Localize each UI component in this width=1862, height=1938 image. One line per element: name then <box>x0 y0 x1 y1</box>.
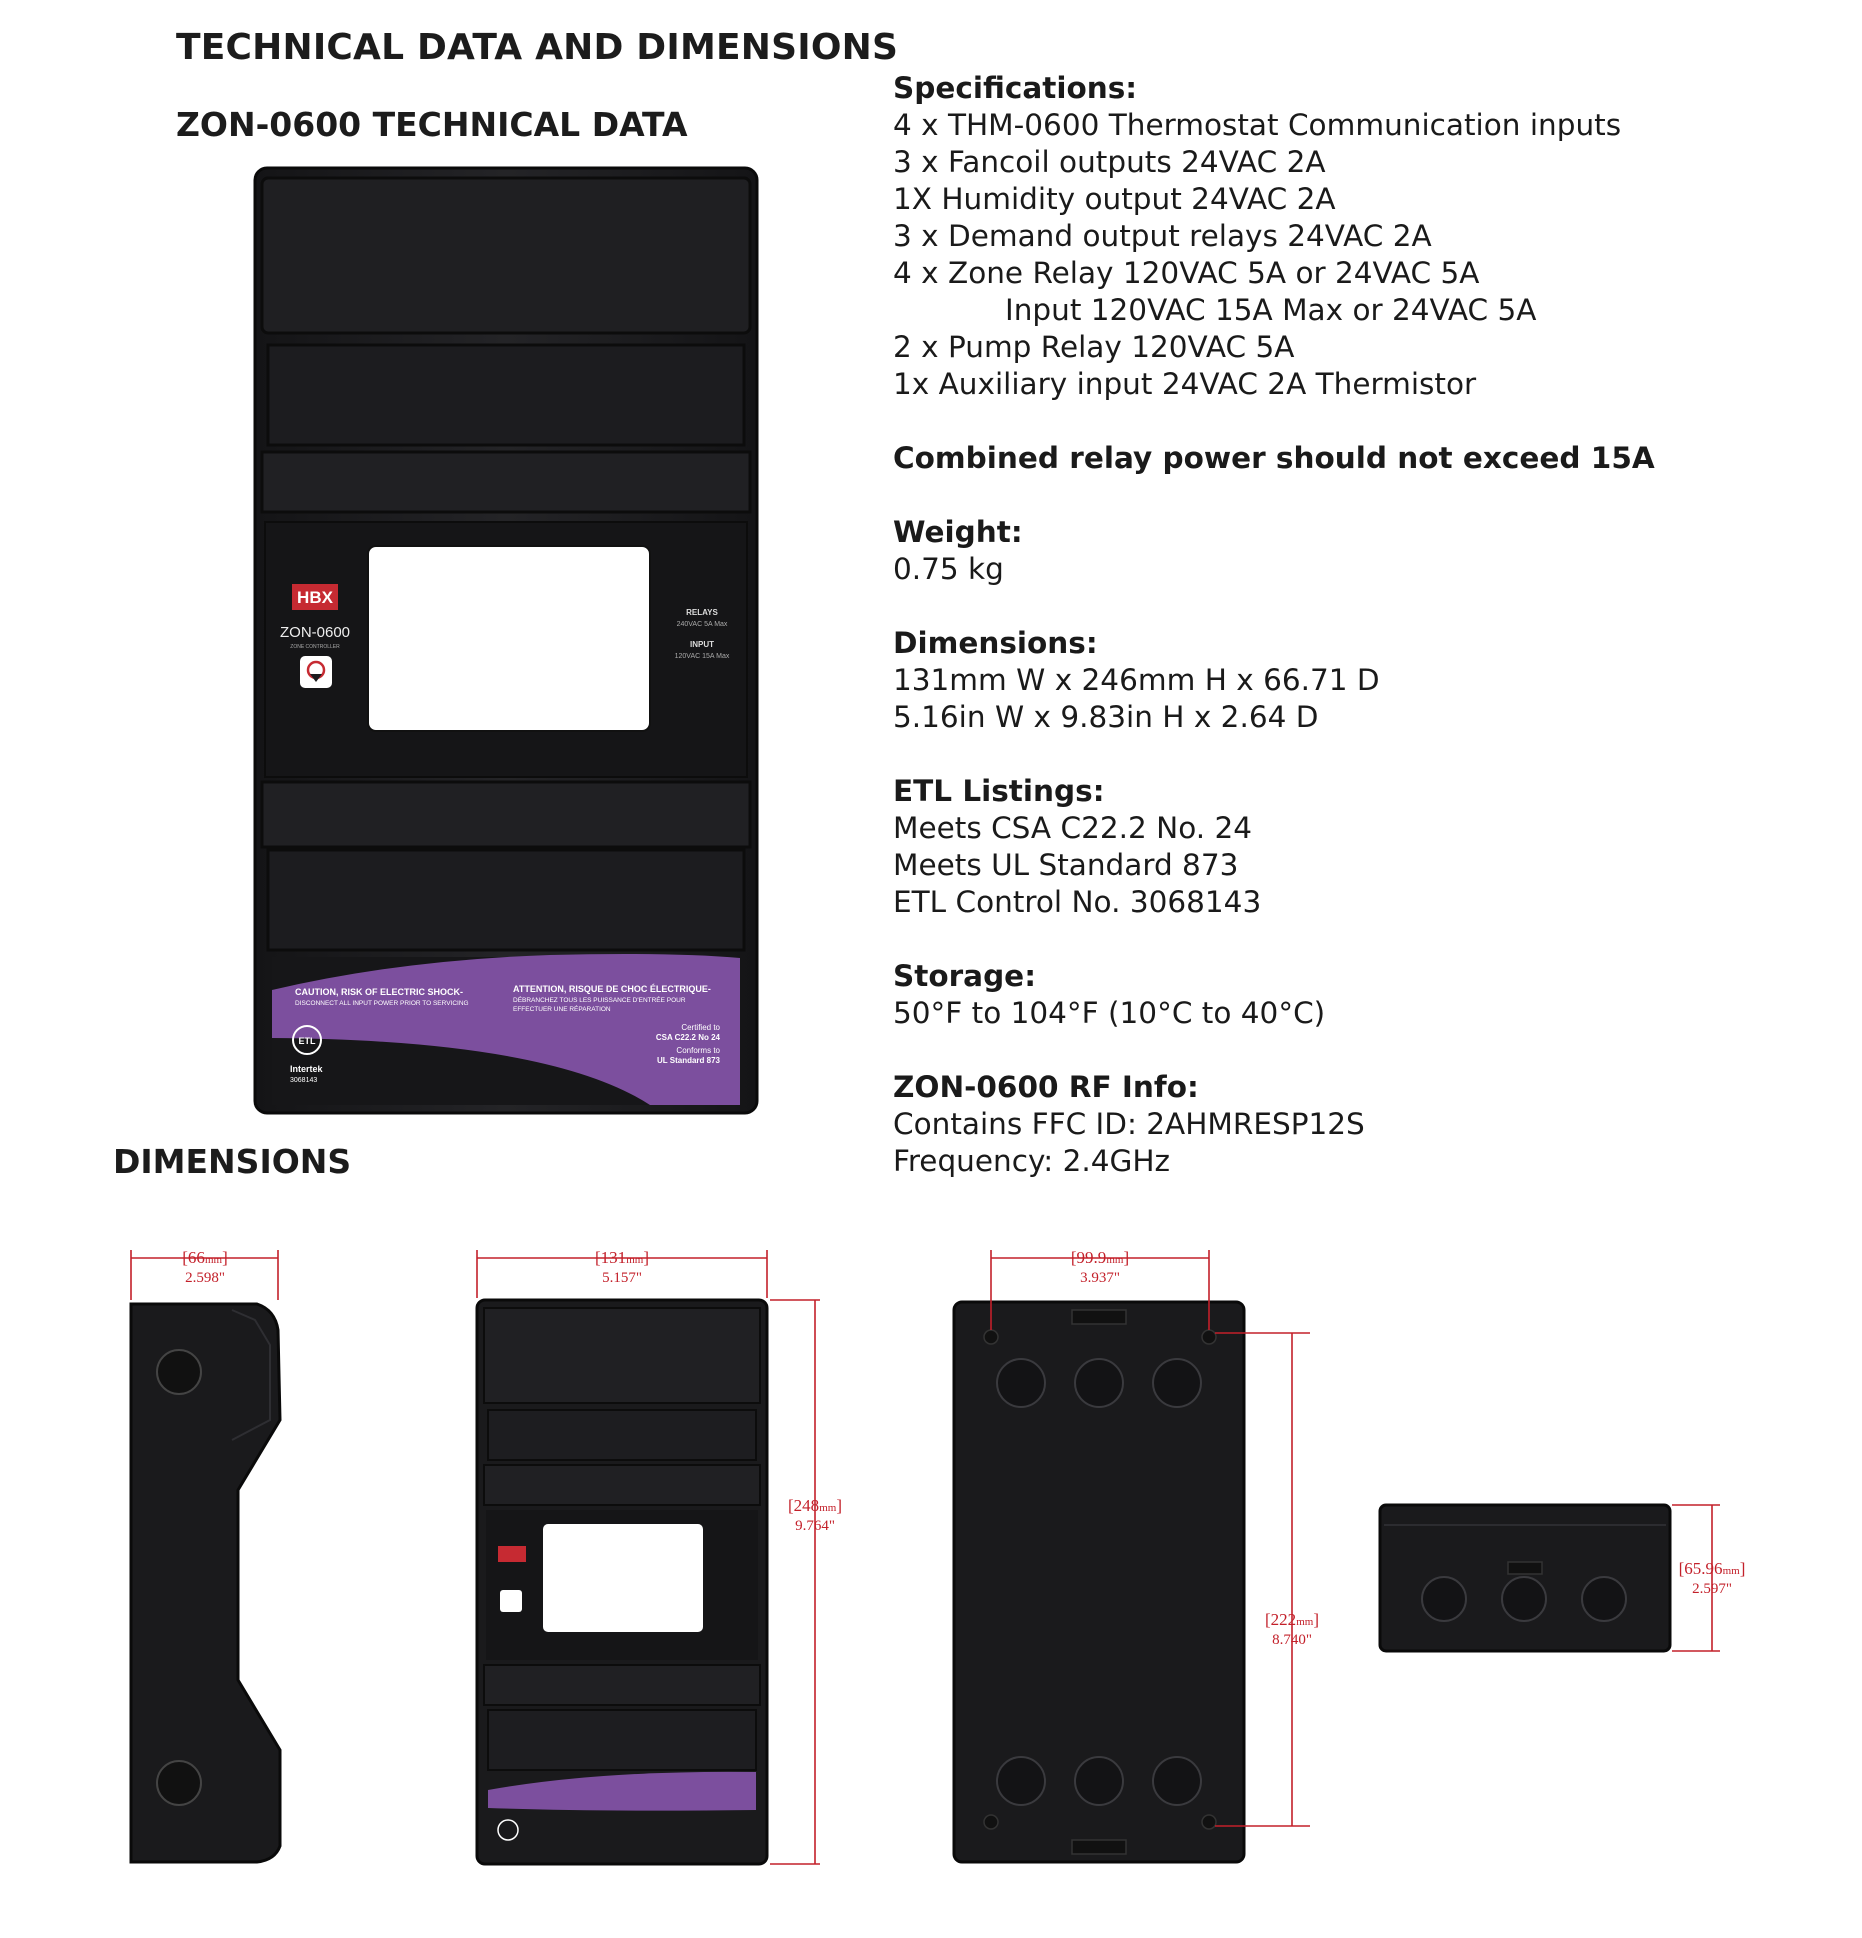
etl-label: ETL Listings: <box>893 774 1105 808</box>
top-cover <box>262 178 750 333</box>
front-height-in: 9.764" <box>795 1518 835 1534</box>
etl-mark-text: ETL <box>298 1036 316 1046</box>
front-view-drawing <box>477 1248 842 1864</box>
intertek-text: Intertek <box>290 1064 323 1074</box>
device-brand: HBX <box>297 588 333 607</box>
bottom-cover <box>268 850 744 950</box>
certified-4: UL Standard 873 <box>657 1056 720 1065</box>
intertek-number: 3068143 <box>290 1077 318 1084</box>
dimensions-metric: 131mm W x 246mm H x 66.71 D <box>893 663 1380 697</box>
knockout-icon <box>1075 1757 1123 1805</box>
weight-label: Weight: <box>893 515 1023 549</box>
bottom-ridge <box>262 782 750 847</box>
knockout-icon <box>1075 1359 1123 1407</box>
mounting-hole-icon <box>1202 1330 1216 1344</box>
specifications-label: Specifications: <box>893 71 1138 105</box>
wireless-badge-icon <box>500 1590 522 1612</box>
input-label: INPUT <box>690 640 714 649</box>
knockout-icon <box>997 1359 1045 1407</box>
dimensions-imperial: 5.16in W x 9.83in H x 2.64 D <box>893 700 1319 734</box>
weight-value: 0.75 kg <box>893 552 1004 586</box>
spec-item: 1X Humidity output 24VAC 2A <box>893 182 1336 216</box>
bottom-height-mm: [65.96mm] <box>1678 1559 1746 1578</box>
knockout-icon <box>1502 1577 1546 1621</box>
spec-item: 2 x Pump Relay 120VAC 5A <box>893 330 1295 364</box>
mounting-hole-icon <box>984 1330 998 1344</box>
relays-label: RELAYS <box>686 608 718 617</box>
certified-3: Conforms to <box>676 1046 720 1055</box>
relays-rating: 240VAC 5A Max <box>676 621 728 628</box>
front-width-in: 5.157" <box>602 1270 642 1286</box>
product-front-image <box>250 160 770 1120</box>
knockout-icon <box>157 1350 201 1394</box>
rf-fcc: Contains FFC ID: 2AHMRESP12S <box>893 1107 1365 1141</box>
knockout-icon <box>157 1761 201 1805</box>
certified-1: Certified to <box>681 1023 720 1032</box>
side-view-drawing <box>131 1248 280 1862</box>
side-width-mm: [66mm] <box>182 1248 228 1267</box>
input-rating: 120VAC 15A Max <box>674 653 730 660</box>
hbx-logo-icon <box>498 1546 526 1562</box>
spec-item: 3 x Fancoil outputs 24VAC 2A <box>893 145 1326 179</box>
caution-text-2: DISCONNECT ALL INPUT POWER PRIOR TO SERVICING <box>295 1000 469 1007</box>
storage-label: Storage: <box>893 959 1036 993</box>
etl-item: Meets CSA C22.2 No. 24 <box>893 811 1253 845</box>
spec-item: 3 x Demand output relays 24VAC 2A <box>893 219 1432 253</box>
etl-item: Meets UL Standard 873 <box>893 848 1239 882</box>
attention-text: ATTENTION, RISQUE DE CHOC ÉLECTRIQUE- <box>513 984 711 994</box>
knockout-icon <box>1582 1577 1626 1621</box>
caution-text: CAUTION, RISK OF ELECTRIC SHOCK- <box>295 987 463 997</box>
knockout-icon <box>1422 1577 1466 1621</box>
spec-item: 4 x THM-0600 Thermostat Communication inputs <box>893 108 1622 142</box>
back-height-in: 8.740" <box>1272 1632 1312 1648</box>
side-width-in: 2.598" <box>185 1270 225 1286</box>
spec-item: 4 x Zone Relay 120VAC 5A or 24VAC 5A <box>893 256 1480 290</box>
top-ridge <box>262 452 750 512</box>
specs-panel <box>893 70 1833 1180</box>
front-width-mm: [131mm] <box>595 1248 649 1267</box>
mounting-hole-icon <box>1202 1815 1216 1829</box>
spec-item: Input 120VAC 15A Max or 24VAC 5A <box>1005 293 1537 327</box>
bottom-height-in: 2.597" <box>1692 1581 1732 1597</box>
page-title: TECHNICAL DATA AND DIMENSIONS <box>176 27 899 68</box>
knockout-icon <box>1153 1757 1201 1805</box>
knockout-icon <box>1153 1359 1201 1407</box>
front-display-window <box>543 1524 703 1632</box>
back-view-drawing <box>954 1248 1319 1862</box>
dimensions-label: Dimensions: <box>893 626 1098 660</box>
dimension-drawings <box>0 1240 1862 1880</box>
certified-2: CSA C22.2 No 24 <box>655 1033 720 1042</box>
dimensions-heading: DIMENSIONS <box>113 1142 352 1181</box>
combined-relay-note: Combined relay power should not exceed 15A <box>893 441 1655 475</box>
back-width-mm: [99.9mm] <box>1070 1248 1130 1267</box>
knockout-icon <box>997 1757 1045 1805</box>
back-width-in: 3.937" <box>1080 1270 1120 1286</box>
page-subtitle: ZON-0600 TECHNICAL DATA <box>176 105 688 144</box>
spec-item: 1x Auxiliary input 24VAC 2A Thermistor <box>893 367 1477 401</box>
display-window <box>368 546 650 731</box>
rf-label: ZON-0600 RF Info: <box>893 1070 1199 1104</box>
storage-value: 50°F to 104°F (10°C to 40°C) <box>893 996 1326 1030</box>
attention-text-2: DÉBRANCHEZ TOUS LES PUISSANCE D'ENTRÉE POUR <box>513 997 686 1004</box>
rf-frequency: Frequency: 2.4GHz <box>893 1144 1171 1178</box>
device-model-sub: ZONE CONTROLLER <box>290 644 340 650</box>
attention-text-3: EFFECTUER UNE RÉPARATION <box>513 1006 611 1013</box>
device-model: ZON-0600 <box>279 624 351 641</box>
top-cover-lower <box>268 345 744 445</box>
bottom-view-drawing <box>1380 1505 1745 1651</box>
etl-item: ETL Control No. 3068143 <box>893 885 1262 919</box>
front-height-mm: [248mm] <box>788 1496 842 1515</box>
mounting-hole-icon <box>984 1815 998 1829</box>
back-height-mm: [222mm] <box>1265 1610 1319 1629</box>
